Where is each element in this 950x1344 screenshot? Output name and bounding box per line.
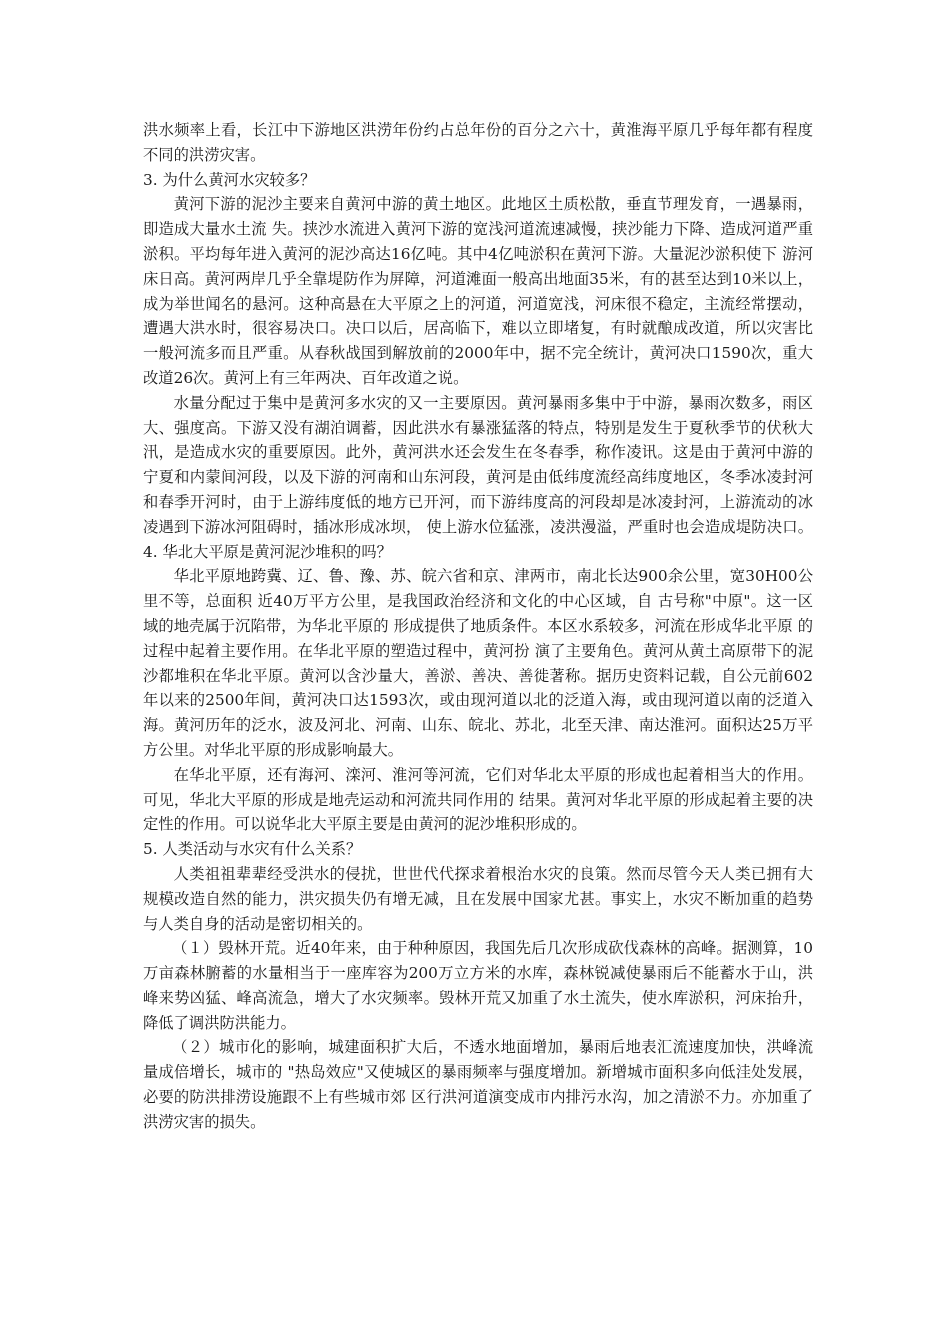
paragraph-deforestation: （１）毁林开荒。近40年来，由于种种原因，我国先后几次形成砍伐森林的高峰。据测算，10万亩森林腑蓄的水量相当于一座库容为200万立方米的水库，森林锐减使暴雨后不能蓄水于山，洪峰来势凶猛、峰高流急，增大了水灾频率。毁林开荒又加重了水土流失，使水库淤积，河床抬升， 降低了调洪防洪能力。 — [143, 939, 813, 1032]
paragraph-flood-frequency: 洪水频率上看，长江中下游地区洪涝年份约占总年份的百分之六十，黄淮海平原几乎每年都有程度不同的洪涝灾害。 — [143, 121, 813, 164]
paragraph-urbanization: （２）城市化的影响，城建面积扩大后，不透水地面增加，暴雨后地表汇流速度加快，洪峰流量成倍增长，城市的 "热岛效应"又使城区的暴雨频率与强度增加。新增城市面积多向低洼处发展，必要的防洪排涝设施跟不上有些城市郊 区行洪河道演变成市内排污水沟，加之清淤不力。亦加重了 洪涝灾害的损失。 — [143, 1038, 813, 1131]
paragraph-north-china-plain: 华北平原地跨冀、辽、鲁、豫、苏、皖六省和京、津两市，南北长达900余公里，宽30H00公里不等，总面积 近40万平方公里，是我国政治经济和文化的中心区域，自 古号称"中原"。这一区域的地壳属于沉陷带，为华北平原的 形成提供了地质条件。本区水系较多，河流在形成华北平原 的过程中起着主要作用。在华北平原的塑造过程中，黄河扮 演了主要角色。黄河从黄土高原带下的泥沙都堆积在华北平原。黄河以含沙量大，善淤、善决、善徙著称。据历史资料记载，自公元前602年以来的2500年间，黄河决口达1593次，或由现河道以北的泛道入海，或由现河道以南的泛道入海。黄河历年的泛水，波及河北、河南、山东、皖北、苏北，北至天津、南达淮河。面积达25万平方公里。对华北平原的形成影响最大。 — [143, 567, 813, 759]
paragraph-human-activity: 人类祖祖辈辈经受洪水的侵扰，世世代代探求着根治水灾的良策。然而尽管今天人类已拥有大规模改造自然的能力，洪灾损失仍有增无减，且在发展中国家尤甚。事实上，水灾不断加重的趋势与人类自身的活动是密切相关的。 — [143, 864, 813, 933]
paragraph-water-distribution: 水量分配过于集中是黄河多水灾的又一主要原因。黄河暴雨多集中于中游，暴雨次数多，雨区大、强度高。下游又没有湖泊调蓄，因此洪水有暴涨猛落的特点，特别是发生于夏秋季节的伏秋大汛，是造成水灾的重要原因。此外，黄河洪水还会发生在冬春季，称作凌讯。这是由于黄河中游的宁夏和内蒙间河段，以及下游的河南和山东河段，黄河是由低纬度流经高纬度地区，冬季冰凌封河和春季开河时，由于上游纬度低的地方已开河，而下游纬度高的河段却是冰凌封河，上游流动的冰凌遇到下游冰河阻碍时，插冰形成冰坝， 使上游水位猛涨，凌洪漫溢，严重时也会造成堤防决口。 4. 华北大平原是黄河泥沙堆积的吗？ — [143, 393, 813, 561]
document-body — [143, 118, 813, 1135]
heading-q3: 3. 为什么黄河水灾较多？ — [143, 170, 316, 189]
paragraph-other-rivers: 在华北平原，还有海河、滦河、淮河等河流，它们对华北太平原的形成也起着相当大的作用。 可见，华北大平原的形成是地壳运动和河流共同作用的 结果。黄河对华北平原的形成起着主要的决定性的作用。可以说华北大平原主要是由黄河的泥沙堆积形成的。 — [143, 765, 813, 834]
paragraph-sediment: 黄河下游的泥沙主要来自黄河中游的黄土地区。此地区土质松散，垂直节理发育，一遇暴雨，即造成大量水土流 失。挟沙水流进入黄河下游的宽浅河道流速减慢，挟沙能力下降、造成河道严重淤积。平均每年进入黄河的泥沙高达16亿吨。其中4亿吨淤积在黄河下游。大量泥沙淤积使下 游河床日高。黄河两岸几乎全靠堤防作为屏障，河道滩面一般高出地面35米，有的甚至达到10米以上，成为举世闻名的悬河。这种高悬在大平原之上的河道，河道宽浅，河床很不稳定，主流经常摆动，遭遇大洪水时，很容易决口。决口以后，居高临下，难以立即堵复，有时就酿成改道，所以灾害比一般河流多而且严重。从春秋战国到解放前的2000年中，据不完全统计，黄河决口1590次，重大改道26次。黄河上有三年两决、百年改道之说。 — [143, 195, 813, 387]
heading-q5: 5. 人类活动与水灾有什么关系？ — [143, 840, 362, 859]
